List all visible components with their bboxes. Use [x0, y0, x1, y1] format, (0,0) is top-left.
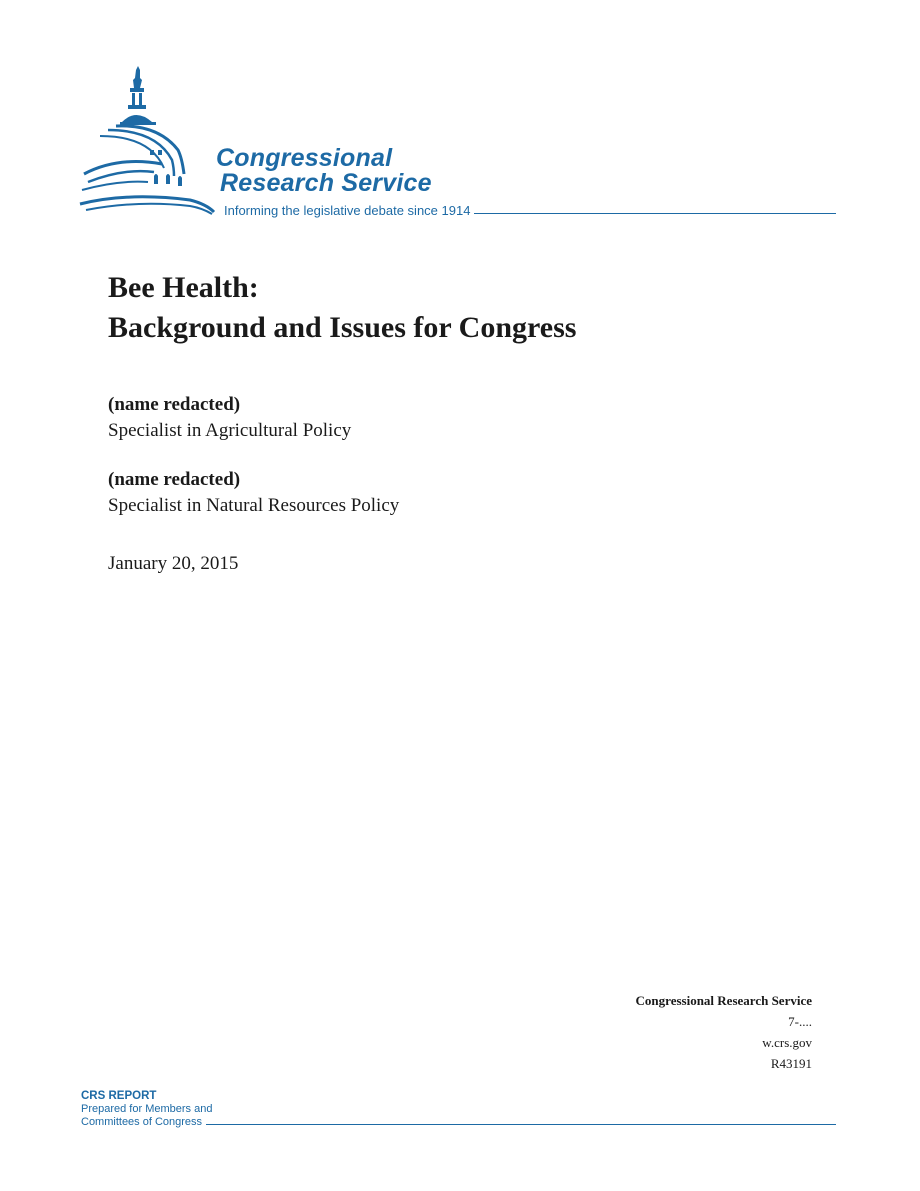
contact-block — [636, 990, 812, 1074]
report-number: R43191 — [770, 1056, 812, 1071]
footer-line-2: Committees of Congress — [81, 1116, 203, 1128]
author-role: Specialist in Natural Resources Policy — [108, 495, 400, 516]
report-title-line-1: Bee Health: — [108, 271, 259, 304]
contact-org: Congressional Research Service — [635, 993, 812, 1008]
logo-tagline-row — [224, 202, 836, 218]
logo-divider — [474, 213, 836, 214]
crs-report-footer — [81, 1090, 836, 1129]
footer-report-label: CRS REPORT — [81, 1090, 157, 1102]
report-title-line-2: Background and Issues for Congress — [108, 311, 577, 344]
author-block — [108, 467, 399, 519]
author-name: (name redacted) — [108, 469, 241, 490]
capitol-dome-icon — [78, 64, 218, 216]
contact-web-link[interactable]: w.crs.gov — [762, 1035, 812, 1050]
footer-line-1: Prepared for Members and — [81, 1103, 213, 1115]
report-date: January 20, 2015 — [108, 553, 239, 574]
author-role: Specialist in Agricultural Policy — [108, 420, 352, 441]
contact-phone: 7-.... — [788, 1014, 812, 1029]
crs-logo — [78, 64, 838, 224]
logo-tagline: Informing the legislative debate since 1914 — [224, 202, 471, 218]
footer-line-2-row — [81, 1116, 836, 1129]
logo-line-congressional: Congressional — [216, 144, 393, 172]
author-name: (name redacted) — [108, 394, 241, 415]
footer-divider — [206, 1124, 836, 1125]
report-title — [108, 268, 576, 348]
author-block — [108, 392, 351, 444]
logo-line-research-service: Research Service — [220, 169, 432, 197]
logo-wordmark — [216, 146, 432, 196]
